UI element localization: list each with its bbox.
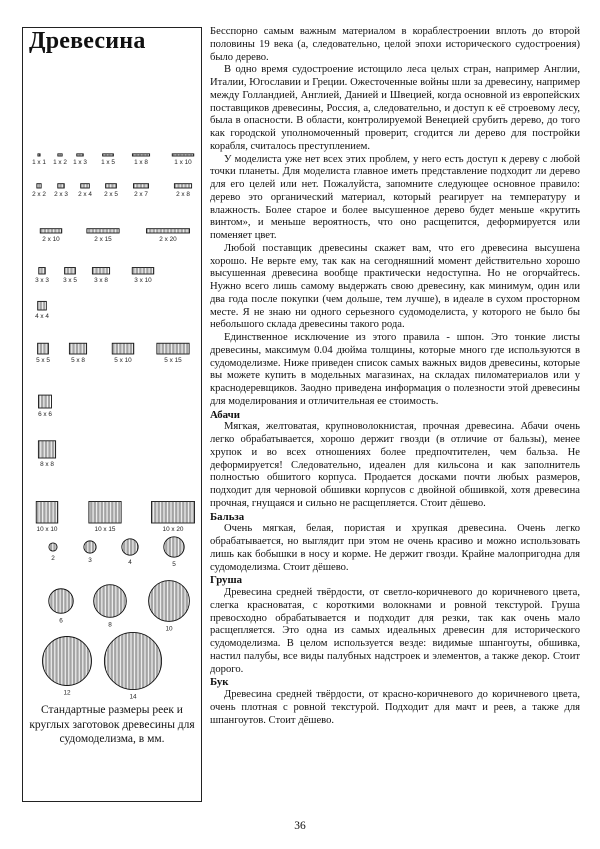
section-1-3-label: 1 x 5 — [101, 159, 115, 166]
paragraph-history: В одно время судостроение истощило леса целых стран, например Англии, Италии, Югославии и Греции. Ожесточенные войны шли за древесину, например между Голландией, Англией, Данией и Швецией, когда основной из европейских поставщиков древесины, Россия, а, следовательно, и доступ к её строевому лесу, была в опасности. В области, контролируемой Венецией срубить дерево, до того как городской уполномоченный проверит, сгодится ли дерево для постройки корабля, считалось преступлением. — [210, 64, 580, 152]
section-5-2-label: 5 x 10 — [114, 357, 132, 364]
round-a-2-label: 4 — [128, 559, 132, 567]
round-a-2 — [122, 539, 138, 555]
section-6-0-label: 6 x 6 — [38, 411, 52, 418]
section-2a-5-label: 2 x 8 — [176, 191, 190, 198]
section-1-5 — [172, 154, 194, 156]
round-a-1-label: 3 — [88, 557, 92, 565]
section-2b-0 — [40, 229, 62, 233]
round-b-0-label: 6 — [59, 617, 63, 625]
section-4-0-label: 4 x 4 — [35, 313, 49, 320]
section-10-2 — [152, 502, 195, 524]
section-2a-2 — [81, 184, 90, 188]
round-a-1 — [84, 541, 96, 553]
paragraph-modeller: У моделиста уже нет всех этих проблем, у него есть доступ к дереву с любой точки планеты. Для моделиста главное иметь представление подходит ли дерево для его целей или нет. Пожалуйста, запомните следующее основное правило: дерево это органический материал, который реагирует на температуру и влажность. Более старое и более высушенное дерево будет меньше «крутить винтом», и меньше вероятность, что оно расщепится, деформируется или поменяет цвет. — [210, 153, 580, 241]
round-b-0 — [49, 589, 74, 614]
round-c-1 — [104, 632, 161, 689]
section-3-2 — [92, 268, 109, 274]
section-10-0 — [36, 502, 58, 524]
section-4-0 — [38, 301, 47, 310]
article-text — [210, 26, 580, 727]
section-3-1 — [65, 268, 76, 274]
section-1-0 — [38, 154, 40, 156]
section-3-3-label: 3 x 10 — [134, 277, 152, 284]
section-2a-4-label: 2 x 7 — [134, 191, 148, 198]
paragraph-intro: Бесспорно самым важным материалом в кораблестроении вплоть до второй половины 19 века (а, следовательно, целой эпохи исторического судостроения) было дерево. — [210, 26, 580, 63]
section-1-3 — [103, 154, 114, 156]
section-5-0 — [38, 343, 49, 354]
section-8-0 — [38, 441, 55, 458]
heading-buk: Бук — [210, 676, 229, 689]
round-c-0-label: 12 — [63, 689, 71, 697]
section-5-3 — [157, 343, 189, 354]
section-1-1-label: 1 x 2 — [53, 159, 67, 166]
section-5-1-label: 5 x 8 — [71, 357, 85, 364]
section-1-5-label: 1 x 10 — [174, 159, 192, 166]
heading-grusha: Груша — [210, 574, 242, 587]
round-c-1-label: 14 — [129, 693, 137, 701]
section-1-1 — [58, 154, 62, 156]
round-c-0 — [42, 636, 91, 685]
section-2a-3-label: 2 x 5 — [104, 191, 118, 198]
paragraph-buk: Древесина средней твёрдости, от красно-коричневого до коричневого цвета, очень плотная с ровной текстурой. Подходит для мачт и реев, а также для шпангоутов. Стоит дёшево. — [210, 689, 580, 726]
section-1-0-label: 1 x 1 — [32, 159, 46, 166]
round-a-0-label: 2 — [51, 555, 55, 563]
section-2a-2-label: 2 x 4 — [78, 191, 92, 198]
round-b-1 — [94, 585, 127, 618]
section-2a-3 — [106, 184, 117, 188]
round-b-2-label: 10 — [165, 625, 173, 633]
section-3-0-label: 3 x 3 — [35, 277, 49, 284]
section-1-4 — [132, 154, 149, 156]
paragraph-veneer: Единственное исключение из этого правила - шпон. Это тонкие листы древесины, максимум 0.04 дюйма толщины, которые много где используются в судомоделизме. Ниже приведен список самых важных видов древесины, которые вы можете купить в модельных магазинах, на складах пиломатериалов или у краснодеревщиков. Заодно приведена информация о полезности этой древесины для моделирования и отличительная ее стоимость. — [210, 332, 580, 407]
section-5-0-label: 5 x 5 — [36, 357, 50, 364]
section-6-0 — [39, 395, 52, 408]
paragraph-grusha: Древесина средней твёрдости, от светло-коричневого до коричневого цвета, слегка красноватая, с короткими волокнами и ровной текстурой. Груша превосходно обрабатывается и подходит для резки, так как очень мало расщепляется. Это одна из самых идеальных древесин для исторического судомоделизма. В целом используется везде: видимые шпангоуты, обшивка, настил палубы, все виды палубных надстроек и элементов, а также декор. Стоит дорого. — [210, 587, 580, 675]
section-2b-1 — [87, 229, 119, 233]
figure-caption: Стандартные размеры реек и круглых заготовок древесины для судомоделизма, в мм. — [29, 704, 195, 745]
section-2a-1 — [58, 184, 64, 188]
page-title: Древесина — [29, 28, 146, 54]
section-2b-0-label: 2 x 10 — [42, 236, 60, 243]
section-3-1-label: 3 x 5 — [63, 277, 77, 284]
section-1-2 — [77, 154, 83, 156]
heading-abachi: Абачи — [210, 408, 240, 421]
paragraph-abachi: Мягкая, желтоватая, крупноволокнистая, прочная древесина. Абачи очень легко обрабатывается, хорошо держит гвозди (в отличие от бальзы), менее хрупок и во всех отношениях более предпочтителен, чем бальза. Не деформируется! Следовательно, идеален для кильсона и как заполнитель полностью обшитого корпуса. Продается досками почти любых размеров, подходит для черновой обшивки корпусов с двойной обшивкой, хотя древесина прочная, гнущаяся и сильно не расщепляется. Стоит дёшево. — [210, 421, 580, 509]
section-5-3-label: 5 x 15 — [164, 357, 182, 364]
section-8-0-label: 8 x 8 — [40, 461, 54, 468]
section-3-3 — [132, 268, 154, 274]
figure-panel — [22, 27, 202, 802]
section-2b-1-label: 2 x 15 — [94, 236, 112, 243]
section-3-2-label: 3 x 8 — [94, 277, 108, 284]
round-a-0 — [49, 543, 57, 551]
round-b-2 — [149, 581, 190, 622]
section-10-2-label: 10 x 20 — [162, 526, 184, 533]
paragraph-drying: Любой поставщик древесины скажет вам, что его древесина высушена хорошо. Не верьте ему, так как на сегодняшний момент действительно хорошо высушенная древесина вообще практически недоступна. Но не огорчайтесь. Нужно всего лишь самому выдержать свою древесину, как минимум, один или два года после покупки (чем дольше, тем лучше), в идеале в сухом просторном месте. Я не знаю ни одного серьезного судомоделиста, у которого не было бы небольшого склада древесины такого рода. — [210, 242, 580, 331]
paragraph-balsa: Очень мягкая, белая, пористая и хрупкая древесина. Очень легко обрабатывается, но выглядит при этом не очень красиво и можно использовать лишь как бобышки в носу и корме. Не держит гвозди. Крайне малопригодна для судомоделизма. Стоит дёшево. — [210, 523, 580, 573]
section-2b-2-label: 2 x 20 — [159, 236, 177, 243]
section-10-0-label: 10 x 10 — [36, 526, 58, 533]
heading-balsa: Бальза — [210, 510, 245, 523]
section-2b-2 — [147, 229, 190, 233]
section-2a-1-label: 2 x 3 — [54, 191, 68, 198]
section-2a-0-label: 2 x 2 — [32, 191, 46, 198]
section-5-2 — [112, 343, 134, 354]
page-number: 36 — [294, 820, 306, 832]
section-10-1-label: 10 x 15 — [94, 526, 116, 533]
section-1-2-label: 1 x 3 — [73, 159, 87, 166]
section-5-1 — [69, 343, 86, 354]
round-b-1-label: 8 — [108, 621, 112, 629]
round-a-3-label: 5 — [172, 561, 176, 569]
section-2a-4 — [133, 184, 148, 188]
section-10-1 — [89, 502, 121, 524]
section-2a-0 — [37, 184, 41, 188]
section-1-4-label: 1 x 8 — [134, 159, 148, 166]
section-3-0 — [39, 268, 45, 274]
round-a-3 — [164, 537, 184, 557]
section-2a-5 — [174, 184, 191, 188]
wood-sections-figure — [23, 28, 201, 708]
